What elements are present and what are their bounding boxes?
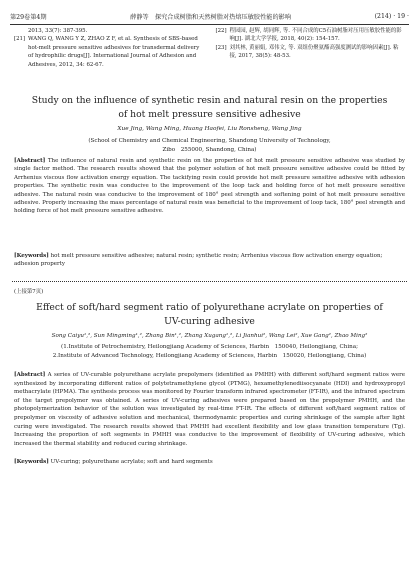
- header-article-title: 薛静等 探究合成树脂和天然树脂对热熔压敏胶性能的影响: [130, 13, 292, 21]
- abstract-text: The influence of natural resin and synthetic resin on the properties of hot melt pressure sensitive adhesive was studied by single factor method. The research results showed that the polymer solution of hot melt pressure sensitive adhesive could be fitted by Arrhenius viscous flow activation energy equation. The tackifying resin could provide hot melt pressure sensitive adhesive with adhesion properties. The synthetic resin was conducive to the improvement of the loop tack and holding force of hot melt pressure sensitive adhesive. The natural resin was conducive to the improvement of 180° peel strength and softening point of hot melt pressure sensitive adhesive. Properly increasing the mass percentage of natural resin was beneficial to the improvement of loop tack, 180° peel strength and holding force of hot melt pressure sensitive adhesive.: [14, 158, 405, 215]
- article2-authors: Song Caiyu¹,², Sun Mingming¹,², Zhang Bin¹,², Zhang Xugang¹,², Li Jianhui², Wang Lei², Xue Gang², Zhao Ming²: [51, 333, 368, 339]
- article2-abstract: [14, 371, 405, 448]
- article1-keywords: [14, 252, 405, 269]
- keywords-text: hot melt pressure sensitive adhesive; natural resin; synthetic resin; Arrhenius viscous flow activation energy equation; adhesion property: [14, 253, 383, 268]
- keywords-text: UV-curing; polyurethane acrylate; soft and hard segments: [50, 459, 213, 465]
- running-header: [10, 10, 409, 22]
- reference-list: [14, 27, 405, 69]
- reference-item: [23] 刘其林, 黄丽娟, 邓伟文, 等. 双组份聚氨酯高强度测试的影响因素[J]. 粘接, 2017, 38(5): 48-53.: [215, 44, 399, 60]
- reference-item: [22] 程园园, 赵辉, 胡同辉, 等. 不同合成的C5石油树脂对压用压敏胶性能的影响[J]. 湖北大学学报, 2018, 40(2): 154-157.: [215, 28, 402, 43]
- abstract-label: [Abstract]: [14, 372, 46, 378]
- reference-item: [21] WANG Q, WANG Y Z, ZHAO Z F, et al. Synthesis of SBS-based hot-melt pressure sensitive adhesives for transdermal delivery of hydrophilic drugs[J]. International Journal of Adhesion and Adhesives, 2012, 34: 62-67.: [14, 36, 200, 68]
- address-line: Zibo 255000, Shandong, China): [162, 147, 257, 153]
- affiliation-line: 2.Institute of Advanced Technology, Heilongjiang Academy of Sciences, Harbin 150020, Heilongjiang, China): [52, 353, 367, 360]
- article2-title: Effect of soft/hard segment ratio of polyurethane acrylate on properties of UV-curing adhesive: [36, 302, 383, 327]
- abstract-text: A series of UV-curable polyurethane acrylate prepolymers (identified as PMHH) with different soft/hard segment ratios were synthesized by incorporating different ratios of polytetramethylene glycol (PTMG), hexamethylenediisocyanate (HDI) and hydroxypropyl methacrylate (HPMA). The synthesis process was monitored by Fourier transform infrared spectrometer (FT-IR), and the infrared spectrum of the target prepolymer was obtained. A series of UV-curing adhesives were prepared based on the prepolymer PMHH, and the photopolymerization behavior of the solution was investigated by real-time FT-IR. The effects of different soft/hard segment ratios of prepolymer on viscosity of adhesive solution and mechanical, thermodynamic properties and curing shrinkage of the sample after light curing were investigated. The research results showed that PMHH had excellent flexibility and low glass transition temperature (Tg). Increasing the proportion of soft segments in PMHH was conducive to the improvement of flexibility of UV-curing adhesive, which increased the thermal stability and reduced curing shrinkage.: [14, 372, 405, 447]
- reference-item: 2013, 33(7): 387-395.: [28, 28, 88, 34]
- article1-abstract: [14, 157, 405, 216]
- article1-title: Study on the influence of synthetic resin and natural resin on the properties of hot melt pressure sensitive adhesive: [31, 95, 388, 120]
- article1-authors: Xue Jing, Wang Ming, Huang Haofei, Liu Ronsheng, Wang Jing: [117, 126, 302, 132]
- keywords-label: [Keywords]: [14, 253, 49, 259]
- reference-column-right: [216, 27, 406, 69]
- reference-column-left: [14, 27, 204, 69]
- keywords-label: [Keywords]: [14, 459, 49, 465]
- header-rule: [10, 24, 409, 25]
- article1-affiliation: [20, 137, 399, 155]
- affiliation-line: (1.Institute of Petrochemistry, Heilongjiang Academy of Sciences, Harbin 150040, Heilongjiang, China;: [61, 344, 358, 350]
- header-page-number: (214) · 19 ·: [374, 12, 409, 20]
- header-volume: 第29卷第4期: [10, 13, 47, 21]
- abstract-label: [Abstract]: [14, 158, 46, 164]
- continued-from-note: (上接第7页): [14, 289, 44, 295]
- article2-keywords: [14, 458, 405, 467]
- affiliation-line: (School of Chemistry and Chemical Engineering, Shandong University of Technology,: [88, 138, 331, 144]
- article2-affiliations: [14, 343, 405, 362]
- section-divider: [12, 281, 407, 282]
